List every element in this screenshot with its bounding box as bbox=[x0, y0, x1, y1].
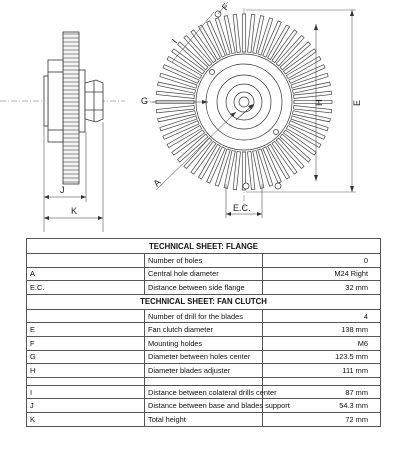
spec-code: H bbox=[27, 364, 145, 378]
dim-label-g: G bbox=[141, 96, 149, 106]
spec-description: Number of drill for the blades bbox=[145, 309, 263, 323]
fan-clutch-row bbox=[27, 309, 381, 323]
spec-value: 32 mm bbox=[263, 281, 381, 295]
dim-label-a: A bbox=[151, 177, 163, 189]
spec-code: I bbox=[27, 385, 145, 399]
radial-fin bbox=[294, 100, 332, 103]
spec-code bbox=[27, 254, 145, 268]
fan-clutch-title: TECHNICAL SHEET: FAN CLUTCH bbox=[27, 294, 381, 309]
spacer-row bbox=[27, 377, 381, 385]
fan-clutch-row bbox=[27, 412, 381, 426]
spec-value: 123.5 mm bbox=[263, 350, 381, 364]
spec-description: Fan clutch diameter bbox=[145, 323, 263, 337]
spec-description: Distance between base and blades support bbox=[145, 399, 263, 413]
spec-value: 0 bbox=[263, 254, 381, 268]
dim-label-j: J bbox=[60, 185, 65, 195]
flange-row bbox=[27, 281, 381, 295]
fan-clutch-row bbox=[27, 336, 381, 350]
spec-description: Diameter between holes center bbox=[145, 350, 263, 364]
spacer-cell bbox=[145, 377, 263, 385]
spec-value: M6 bbox=[263, 336, 381, 350]
spec-description: Distance between colateral drills center bbox=[145, 385, 263, 399]
spec-code: A bbox=[27, 267, 145, 281]
spec-value: 54.3 mm bbox=[263, 399, 381, 413]
spec-value: 111 mm bbox=[263, 364, 381, 378]
fan-clutch-header-row bbox=[27, 294, 381, 309]
spec-value: 138 mm bbox=[263, 323, 381, 337]
technical-sheet-table bbox=[26, 238, 381, 427]
radial-fin bbox=[242, 14, 245, 52]
fan-clutch-side-view bbox=[0, 32, 125, 232]
dim-label-i: I bbox=[169, 36, 180, 46]
flange-title: TECHNICAL SHEET: FLANGE bbox=[27, 239, 381, 254]
spec-value: 72 mm bbox=[263, 412, 381, 426]
dim-label-e: E bbox=[352, 99, 362, 106]
spacer-cell bbox=[263, 377, 381, 385]
spec-description: Number of holes bbox=[145, 254, 263, 268]
spec-description: Mounting holdes bbox=[145, 336, 263, 350]
flange-row bbox=[27, 254, 381, 268]
spec-code: G bbox=[27, 350, 145, 364]
spec-code: F bbox=[27, 336, 145, 350]
spec-value: M24 Right bbox=[263, 267, 381, 281]
spec-description: Central hole diameter bbox=[145, 267, 263, 281]
spec-code bbox=[27, 309, 145, 323]
spec-value: 4 bbox=[263, 309, 381, 323]
spec-description: Distance between side flange bbox=[145, 281, 263, 295]
spec-value: 87 mm bbox=[263, 385, 381, 399]
spec-description: Total height bbox=[145, 412, 263, 426]
spacer-cell bbox=[27, 377, 145, 385]
dim-label-ec: E.C. bbox=[233, 203, 251, 213]
dim-label-k: K bbox=[71, 206, 78, 216]
flange-header-row bbox=[27, 239, 381, 254]
fan-clutch-row bbox=[27, 323, 381, 337]
dim-label-h: H bbox=[314, 99, 324, 106]
fan-clutch-row bbox=[27, 399, 381, 413]
spec-code: J bbox=[27, 399, 145, 413]
fan-clutch-row bbox=[27, 350, 381, 364]
spec-description: Diameter blades adjuster bbox=[145, 364, 263, 378]
fan-clutch-row bbox=[27, 385, 381, 399]
fan-clutch-front-view bbox=[150, 2, 356, 218]
spec-code: K bbox=[27, 412, 145, 426]
spec-code: E bbox=[27, 323, 145, 337]
dim-label-f: F bbox=[219, 1, 232, 13]
spec-code: E.C. bbox=[27, 281, 145, 295]
fan-clutch-row bbox=[27, 364, 381, 378]
flange-row bbox=[27, 267, 381, 281]
